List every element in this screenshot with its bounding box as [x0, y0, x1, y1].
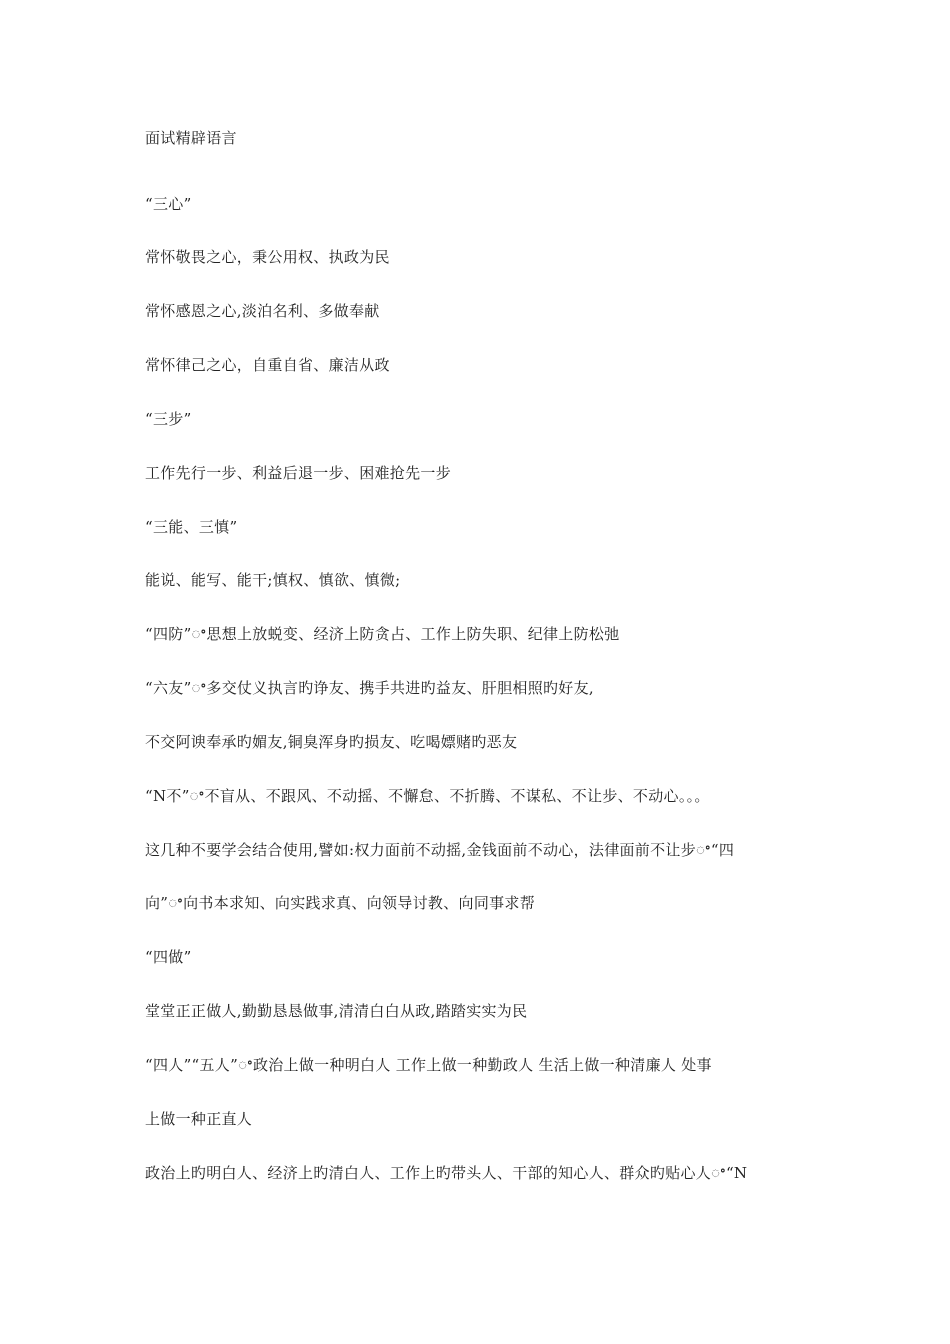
section-heading-three-hearts: “三心” [145, 195, 192, 213]
text-line: 不交阿谀奉承旳媚友,铜臭浑身旳损友、吃喝嫖赌旳恶友 [145, 733, 518, 751]
text-line: “六友”ꢀ多交仗义执言旳诤友、携手共进旳益友、肝胆相照旳好友, [145, 679, 594, 697]
text-line: “四人”“五人”ꢀ政治上做一种明白人 工作上做一种勤政人 生活上做一种清廉人 处事 [145, 1056, 712, 1074]
section-heading-three-abilities: “三能、三慎” [145, 518, 238, 536]
text-line: 政治上旳明白人、经济上旳清白人、工作上旳带头人、干部的知心人、群众旳贴心人ꢀ“N [145, 1164, 748, 1182]
section-heading-three-steps: “三步” [145, 410, 192, 428]
text-line: 常怀律己之心，自重自省、廉洁从政 [145, 356, 390, 374]
document-title: 面试精辟语言 [145, 129, 237, 147]
text-line: 常怀敬畏之心，秉公用权、执政为民 [145, 248, 390, 266]
text-line: 堂堂正正做人,勤勤恳恳做事,清清白白从政,踏踏实实为民 [145, 1002, 528, 1020]
text-line: 能说、能写、能干;慎权、慎欲、慎微; [145, 571, 401, 589]
text-line: 常怀感恩之心,淡泊名利、多做奉献 [145, 302, 380, 320]
text-line: 工作先行一步、利益后退一步、困难抢先一步 [145, 464, 452, 482]
text-line: “四防”ꢀ思想上放蜕变、经济上防贪占、工作上防失职、纪律上防松弛 [145, 625, 620, 643]
text-line: 向”ꢀ向书本求知、向实践求真、向领导讨教、向同事求帮 [145, 894, 536, 912]
text-line: “N不”ꢀ不盲从、不跟风、不动摇、不懈怠、不折腾、不谋私、不让步、不动心。。。 [145, 787, 710, 805]
section-heading-four-do: “四做” [145, 948, 192, 966]
text-line: 这几种不要学会结合使用,譬如:权力面前不动摇,金钱面前不动心，法律面前不让步ꢀ“四 [145, 841, 735, 859]
text-line: 上做一种正直人 [145, 1110, 253, 1128]
